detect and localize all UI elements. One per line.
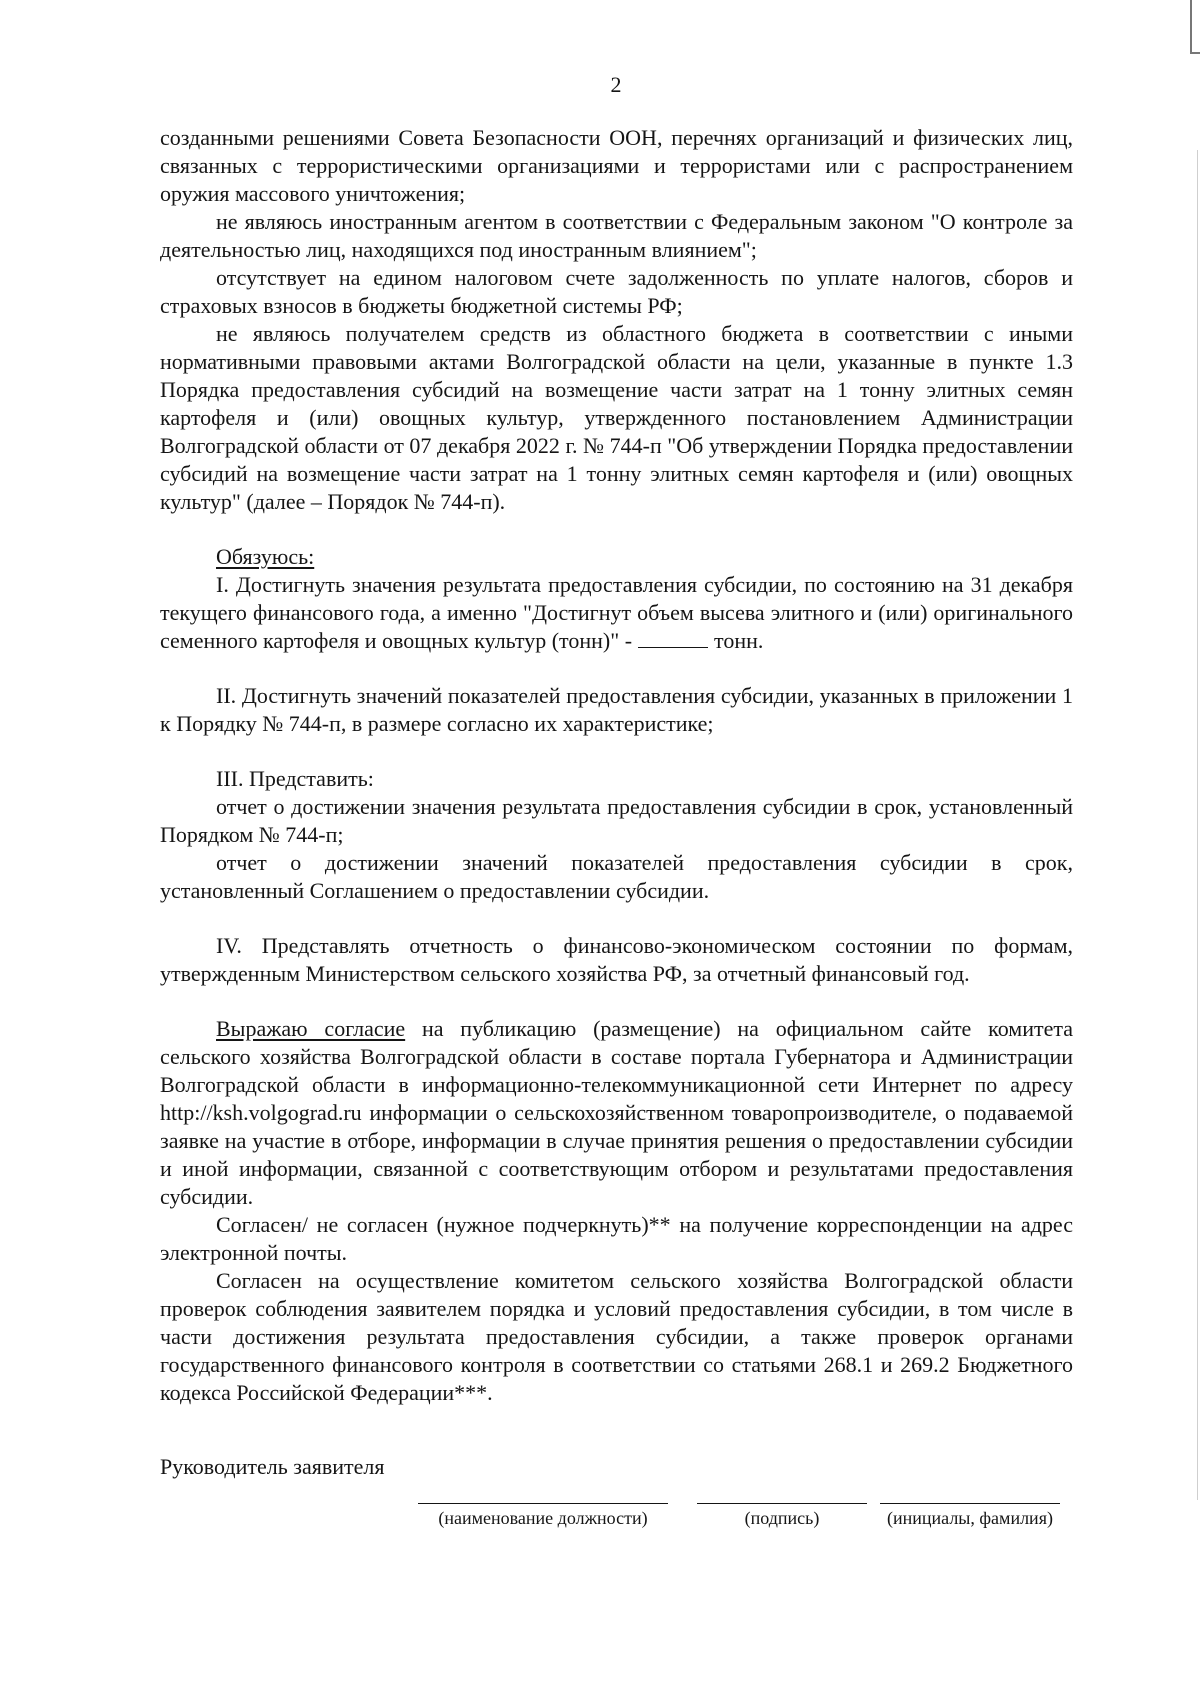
consent-publication-text: на публикацию (размещение) на официальном сайте комитета сельского хозяйства Волгоградской области в составе портала Губернатора и Администрации Волгоградской области в информационно-телекоммуникационной сети Интернет по адресу http://ksh.volgograd.ru информации о сельскохозяйственном товаропроизводителе, о подаваемой заявке на участие в отборе, информации в случае принятия решения о предоставлении субсидии и иной информации, связанной с соответствующим отбором и результатами предоставления субсидии.	[160, 1016, 1074, 1209]
obligation-2: II. Достигнуть значений показателей предоставления субсидии, указанных в приложении 1 к Порядку № 744-п, в размере согласно их характеристике;	[160, 683, 1073, 736]
signature-line[interactable]	[697, 1503, 867, 1504]
position-signature-line[interactable]	[418, 1503, 668, 1504]
obligation-3-report-indicators: отчет о достижении значений показателей предоставления субсидии в срок, установленный Соглашением о предоставлении субсидии.	[160, 850, 1073, 903]
paragraph-un-lists: созданными решениями Совета Безопасности ООН, перечнях организаций и физических лиц, связанных с террористическими организациями и террористами или с распространением оружия массового уничтожения;	[160, 125, 1073, 206]
obligation-1-unit: тонн.	[714, 628, 764, 653]
spacer	[160, 738, 1073, 765]
consent-email: Согласен/ не согласен (нужное подчеркнуть)** на получение корреспонденции на адрес электронной почты.	[160, 1212, 1073, 1265]
signature-caption: (подпись)	[744, 1508, 820, 1528]
head-label: Руководитель заявителя	[160, 1454, 385, 1479]
tonnage-blank-field[interactable]	[638, 629, 708, 648]
position-caption: (наименование должности)	[438, 1508, 648, 1528]
paragraph-tax-debt: отсутствует на едином налоговом счете задолженность по уплате налогов, сборов и страховых взносов в бюджеты бюджетной системы РФ;	[160, 265, 1073, 318]
obligation-3-report-result: отчет о достижении значения результата предоставления субсидии в срок, установленный Порядком № 744-п;	[160, 794, 1073, 847]
obligation-3-heading: III. Представить:	[216, 766, 374, 791]
obligation-1	[160, 571, 1073, 655]
consent-publication	[160, 1015, 1073, 1211]
spacer	[160, 905, 1073, 932]
scan-edge-mark	[1190, 0, 1200, 54]
name-signature-line[interactable]	[880, 1503, 1060, 1504]
paragraph-not-recipient: не являюсь получателем средств из областного бюджета в соответствии с иными нормативными правовыми актами Волгоградской области на цели, указанные в пункте 1.3 Порядка предоставления субсидий на возмещение части затрат на 1 тонну элитных семян картофеля и (или) овощных культур, утвержденного постановлением Администрации Волгоградской области от 07 декабря 2022 г. № 744-п "Об утверждении Порядка предоставлении субсидий на возмещение части затрат на 1 тонну элитных семян картофеля и (или) овощных культур" (далее – Порядок № 744-п).	[160, 321, 1073, 514]
spacer	[160, 655, 1073, 682]
spacer	[160, 516, 1073, 543]
obligation-1-text: I. Достигнуть значения результата предоставления субсидии, по состоянию на 31 декабря текущего финансового года, а именно "Достигнут объем высева элитного и (или) оригинального семенного картофеля и овощных культур (тонн)" -	[160, 572, 1073, 653]
spacer	[160, 988, 1073, 1015]
name-caption: (инициалы, фамилия)	[887, 1508, 1053, 1528]
document-body	[160, 124, 1073, 1407]
page-number: 2	[610, 72, 622, 97]
obligations-heading: Обязуюсь:	[216, 544, 315, 569]
consent-lead: Выражаю согласие	[216, 1016, 406, 1041]
obligation-4: IV. Представлять отчетность о финансово-экономическом состоянии по формам, утвержденным Министерством сельского хозяйства РФ, за отчетный финансовый год.	[160, 933, 1073, 986]
paragraph-foreign-agent: не являюсь иностранным агентом в соответствии с Федеральным законом "О контроле за деятельностью лиц, находящихся под иностранным влиянием";	[160, 209, 1073, 262]
scan-edge-line	[1197, 150, 1198, 1500]
consent-inspections: Согласен на осуществление комитетом сельского хозяйства Волгоградской области проверок соблюдения заявителем порядка и условий предоставления субсидии, в том числе в части достижения результата предоставления субсидии, а также проверок органами государственного финансового контроля в соответствии со статьями 268.1 и 269.2 Бюджетного кодекса Российской Федерации***.	[160, 1268, 1073, 1405]
